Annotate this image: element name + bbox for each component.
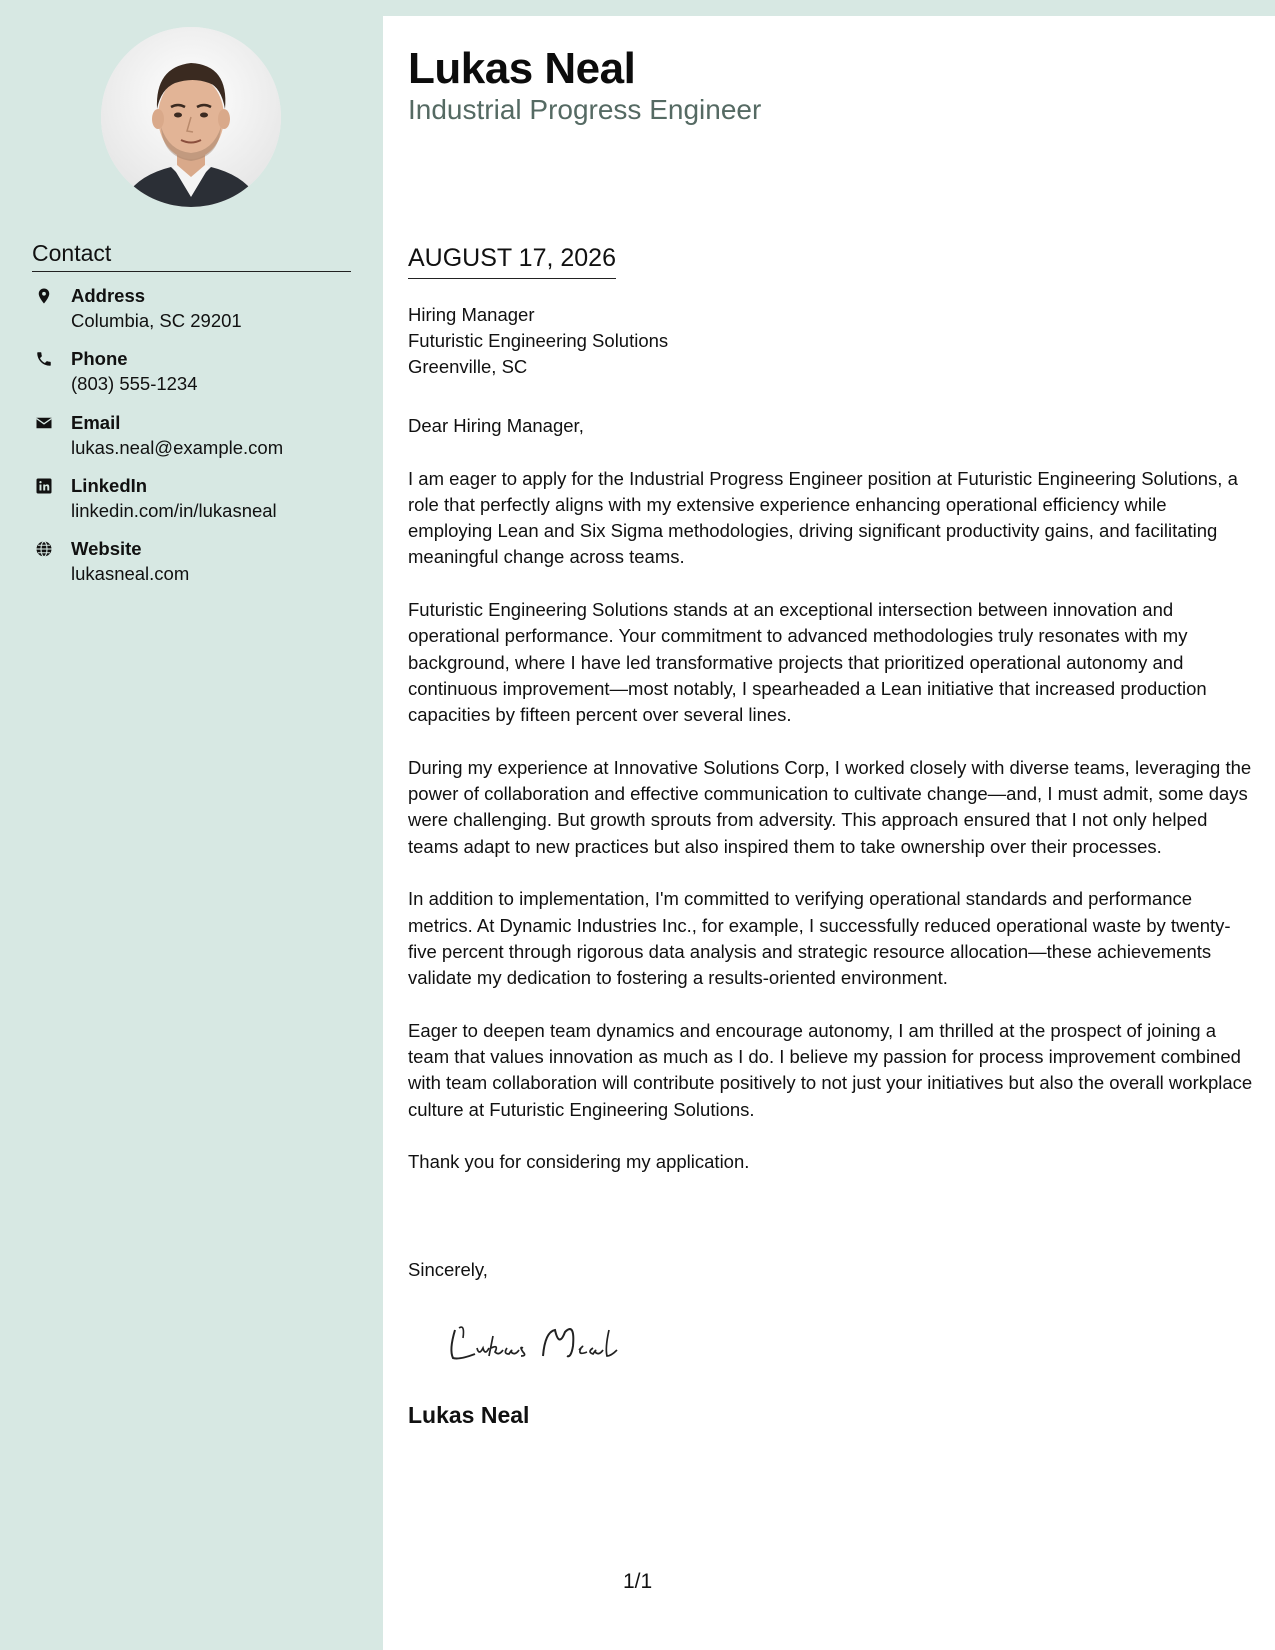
- profile-photo: [101, 27, 281, 207]
- applicant-name: Lukas Neal: [408, 44, 636, 93]
- contact-value: lukas.neal@example.com: [71, 436, 284, 458]
- contact-heading: Contact: [32, 240, 351, 272]
- letter-body: [408, 413, 1254, 1202]
- globe-icon: [35, 540, 53, 558]
- contact-list: [32, 284, 362, 600]
- linkedin-icon: [35, 477, 53, 495]
- letter-paragraph: Thank you for considering my application.: [408, 1151, 750, 1173]
- recipient-block: [408, 302, 668, 380]
- letter-paragraph: In addition to implementation, I'm committed to verifying operational standards and performance metrics. At Dynamic Industries Inc., for example, I successfully reduced operational waste by twenty-five percent through rigorous data analysis and strategic resource allocation—these achievements validate my dedication to fostering a results-oriented environment.: [408, 888, 1231, 989]
- letter-page: [383, 16, 1275, 1650]
- letter-paragraph: During my experience at Innovative Solutions Corp, I worked closely with diverse teams, leveraging the power of collaboration and effective communication to cultivate change—and, I must admit, some days were challenging. But growth sprouts from adversity. This approach ensured that I not only helped teams adapt to new practices but also inspired them to take ownership over their processes.: [408, 756, 1252, 857]
- letter-paragraph: Eager to deepen team dynamics and encourage autonomy, I am thrilled at the prospect of joining a team that values innovation as much as I do. I believe my passion for process improvement combined with team collaboration will contribute positively to not just your initiatives but also the overall workplace culture at Futuristic Engineering Solutions.: [408, 1019, 1253, 1120]
- page-number: 1/1: [623, 1570, 653, 1593]
- contact-value: lukasneal.com: [71, 563, 190, 585]
- sidebar: [0, 0, 383, 1650]
- contact-label: Address: [71, 285, 146, 306]
- contact-label: LinkedIn: [71, 474, 148, 496]
- envelope-icon: [35, 414, 53, 432]
- letter-date: AUGUST 17, 2026: [408, 244, 616, 279]
- map-pin-icon: [35, 287, 53, 305]
- contact-item-address: [32, 284, 362, 347]
- closing: Sincerely,: [408, 1259, 488, 1280]
- signature-icon: [445, 1318, 635, 1368]
- phone-icon: [35, 350, 53, 368]
- signed-name: Lukas Neal: [408, 1402, 530, 1428]
- contact-label: Email: [71, 411, 121, 433]
- contact-item-linkedin: [32, 474, 362, 537]
- salutation: Dear Hiring Manager,: [408, 415, 584, 436]
- contact-value: linkedin.com/in/lukasneal: [71, 499, 277, 521]
- letter-paragraph: Futuristic Engineering Solutions stands at an exceptional intersection between innovation and operational performance. Your commitment to advanced methodologies truly resonates with my background, where I have led transformative projects that prioritized operational autonomy and continuous improvement—most notably, I spearheaded a Lean initiative that increased production capacities by fifteen percent over several lines.: [408, 599, 1207, 726]
- contact-item-phone: [32, 347, 362, 410]
- letter-paragraph: I am eager to apply for the Industrial Progress Engineer position at Futuristic Engineering Solutions, a role that perfectly aligns with my extensive experience enhancing operational efficiency while employing Lean and Six Sigma methodologies, driving significant productivity gains, and facilitating meaningful change across teams.: [408, 467, 1238, 568]
- contact-value: Columbia, SC 29201: [71, 310, 242, 331]
- recipient-line: Greenville, SC: [408, 356, 528, 377]
- contact-item-website: [32, 537, 362, 600]
- contact-label: Website: [71, 538, 142, 560]
- contact-label: Phone: [71, 348, 128, 370]
- contact-item-email: [32, 411, 362, 474]
- job-title: Industrial Progress Engineer: [408, 94, 762, 125]
- recipient-line: Futuristic Engineering Solutions: [408, 330, 669, 351]
- contact-value: (803) 555-1234: [71, 373, 198, 395]
- handwritten-signature: [445, 1318, 635, 1373]
- person-photo-icon: [101, 27, 281, 207]
- recipient-line: Hiring Manager: [408, 304, 535, 325]
